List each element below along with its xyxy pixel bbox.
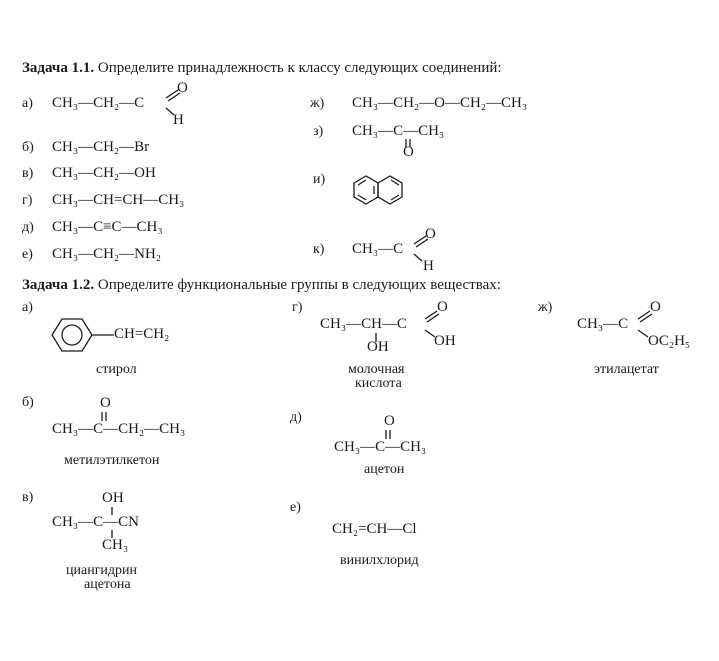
item-2zh-name: этилацетат	[594, 362, 659, 377]
item-2v-name-1: циангидрин	[66, 563, 138, 578]
task-1-1-label: Задача 1.1.	[22, 60, 95, 76]
item-1v-formula: CH₃—CH₂—OH	[52, 165, 156, 181]
item-1k-label: к)	[313, 242, 325, 257]
item-1a-label: а)	[22, 96, 33, 111]
item-1g-label: г)	[22, 193, 33, 208]
item-2v-ch3: CH₃	[102, 537, 129, 553]
item-2a-label: а)	[22, 300, 33, 315]
item-2v-name-2: ацетона	[84, 577, 131, 592]
item-1b-formula: CH₃—CH₂—Br	[52, 139, 150, 155]
item-2g-name-2: кислота	[355, 376, 402, 391]
item-1i-label: и)	[313, 172, 326, 187]
task-1-1-text: Определите принадлежность к классу следующих соединений:	[97, 60, 502, 76]
item-2g-oh-bottom: OH	[367, 339, 389, 355]
item-2zh-chain: CH₃—C	[577, 316, 629, 332]
item-2v-label: в)	[22, 490, 34, 505]
item-1d-label: д)	[22, 220, 34, 235]
item-2v-oh: OH	[102, 490, 124, 506]
item-1a-hydrogen: H	[173, 112, 184, 128]
task-1-2-label: Задача 1.2.	[22, 277, 95, 293]
item-2e-name: винилхлорид	[340, 553, 419, 568]
item-2g-oh-right: OH	[434, 333, 456, 349]
item-2g-label: г)	[292, 300, 303, 315]
item-1z-oxygen: O	[403, 144, 414, 160]
item-1zh-label: ж)	[310, 96, 325, 111]
item-1k-hydrogen: H	[423, 258, 434, 274]
item-2g-chain: CH₃—CH—C	[320, 316, 407, 332]
item-2v-formula: CH₃—C—CN	[52, 514, 139, 530]
item-1z-formula: CH₃—C—CH₃	[352, 123, 445, 139]
item-1e-formula: CH₃—CH₂—NH₂	[52, 246, 162, 262]
item-2e-formula: CH₂=CH—Cl	[332, 521, 417, 537]
item-1e-label: е)	[22, 247, 33, 262]
item-2g-oxygen: O	[437, 299, 448, 315]
task-1-2-text: Определите функциональные группы в следующих веществах:	[97, 277, 501, 293]
item-1zh-formula: CH₃—CH₂—O—CH₂—CH₃	[352, 95, 528, 111]
item-2b-oxygen: O	[100, 395, 111, 411]
item-1a-chain: CH₃—CH₂—C	[52, 95, 145, 111]
item-1g-formula: CH₃—CH=CH—CH₃	[52, 192, 185, 208]
item-2zh-oxygen: O	[650, 299, 661, 315]
item-1z-label: з)	[313, 124, 324, 139]
item-1d-formula: CH₃—C≡C—CH₃	[52, 219, 163, 235]
item-2zh-oc2h5: OC₂H₅	[648, 333, 691, 349]
item-1a-oxygen: O	[177, 80, 188, 96]
item-1v-label: в)	[22, 166, 34, 181]
item-1k-oxygen: O	[425, 226, 436, 242]
item-1k-chain: CH₃—C	[352, 241, 404, 257]
item-2b-label: б)	[22, 395, 34, 410]
item-2b-name: метилэтилкетон	[64, 453, 160, 468]
item-2a-name: стирол	[96, 362, 137, 377]
item-2a-formula: CH=CH₂	[114, 326, 170, 342]
item-2e-label: е)	[290, 500, 301, 515]
item-2d-oxygen: O	[384, 413, 395, 429]
item-2g-name-1: молочная	[348, 362, 405, 377]
item-1b-label: б)	[22, 140, 34, 155]
item-2zh-label: ж)	[538, 300, 553, 315]
item-2d-label: д)	[290, 410, 302, 425]
item-2d-formula: CH₃—C—CH₃	[334, 439, 427, 455]
item-2b-formula: CH₃—C—CH₂—CH₃	[52, 421, 186, 437]
item-2d-name: ацетон	[364, 462, 405, 477]
